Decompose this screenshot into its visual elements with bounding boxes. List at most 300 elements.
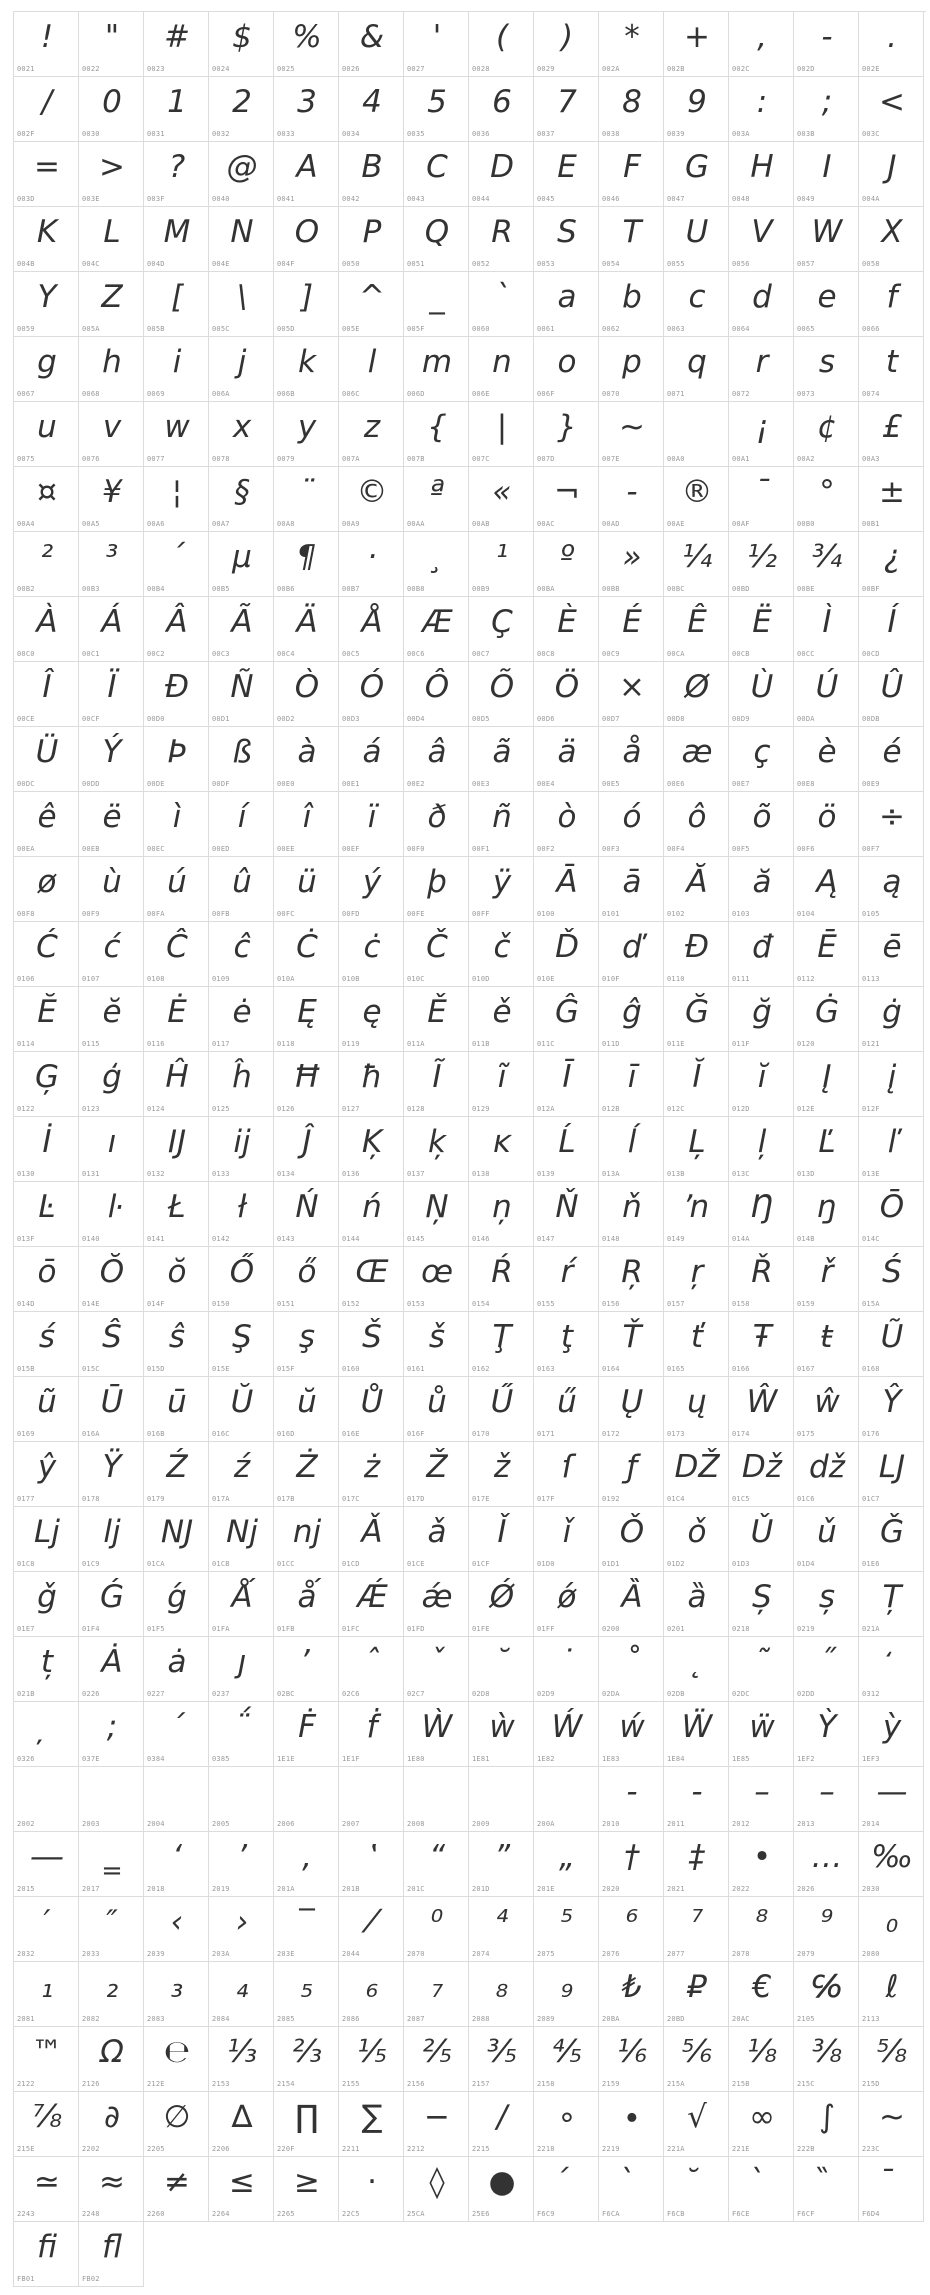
glyph-cell	[79, 402, 144, 467]
glyph-sample: Ω	[100, 2034, 124, 2070]
glyph-sample: Ź	[166, 1449, 188, 1485]
glyph-cell	[79, 1052, 144, 1117]
glyph-sample: ĸ	[493, 1124, 511, 1160]
glyph-codepoint-label: 004E	[212, 260, 230, 268]
glyph-cell	[144, 922, 209, 987]
glyph-codepoint-label: 0168	[862, 1365, 880, 1373]
glyph-codepoint-label: 221E	[732, 2145, 750, 2153]
glyph-cell	[209, 1442, 274, 1507]
glyph-codepoint-label: 005A	[82, 325, 100, 333]
glyph-cell	[664, 922, 729, 987]
glyph-codepoint-label: 015B	[17, 1365, 35, 1373]
glyph-codepoint-label: 0192	[602, 1495, 620, 1503]
glyph-cell	[859, 662, 924, 727]
glyph-codepoint-label: 002E	[862, 65, 880, 73]
glyph-cell	[209, 142, 274, 207]
glyph-sample: Ă	[686, 864, 708, 900]
glyph-sample: ˆ	[364, 1644, 380, 1680]
glyph-cell	[664, 272, 729, 337]
glyph-cell	[274, 1182, 339, 1247]
glyph-sample: Ẃ	[551, 1709, 583, 1745]
glyph-sample: Į	[822, 1059, 832, 1095]
glyph-codepoint-label: 0178	[82, 1495, 100, 1503]
glyph-sample: Ż	[296, 1449, 318, 1485]
glyph-cell	[14, 922, 79, 987]
glyph-codepoint-label: 01CD	[342, 1560, 360, 1568]
glyph-sample: D	[490, 149, 514, 185]
glyph-cell	[729, 272, 794, 337]
glyph-cell	[339, 662, 404, 727]
glyph-sample: ł	[237, 1189, 247, 1225]
glyph-sample: ;	[821, 84, 833, 120]
glyph-sample: [	[170, 279, 184, 315]
glyph-codepoint-label: 00CA	[667, 650, 685, 658]
glyph-codepoint-label: 017F	[537, 1495, 555, 1503]
glyph-sample: Ą	[816, 864, 838, 900]
glyph-sample: Z	[101, 279, 123, 315]
glyph-sample: ḟ	[366, 1709, 378, 1745]
glyph-sample: ƒ	[626, 1449, 638, 1485]
glyph-codepoint-label: 013F	[17, 1235, 35, 1243]
glyph-sample: ~	[619, 409, 645, 445]
glyph-sample: Ô	[424, 669, 450, 705]
glyph-cell	[339, 1442, 404, 1507]
glyph-codepoint-label: 2215	[472, 2145, 490, 2153]
glyph-cell	[14, 467, 79, 532]
glyph-sample	[863, 1640, 921, 1684]
glyph-cell	[209, 2157, 274, 2222]
glyph-cell	[729, 2157, 794, 2222]
glyph-cell	[14, 2092, 79, 2157]
glyph-codepoint-label: 0067	[17, 390, 35, 398]
glyph-sample: å	[622, 734, 642, 770]
glyph-cell	[339, 1377, 404, 1442]
glyph-codepoint-label: 0046	[602, 195, 620, 203]
glyph-codepoint-label: 0141	[147, 1235, 165, 1243]
glyph-cell	[664, 1832, 729, 1897]
glyph-cell	[404, 1507, 469, 1572]
glyph-sample: ―	[31, 1839, 63, 1875]
glyph-codepoint-label: 2088	[472, 2015, 490, 2023]
glyph-codepoint-label: 222B	[797, 2145, 815, 2153]
glyph-cell	[664, 532, 729, 597]
glyph-sample: ₈	[495, 1969, 509, 2005]
glyph-sample: ⅝	[876, 2034, 908, 2070]
glyph-sample: ¢	[817, 409, 837, 445]
glyph-sample: Ǔ	[750, 1514, 774, 1550]
glyph-sample: Ã	[231, 604, 253, 640]
glyph-codepoint-label: 0164	[602, 1365, 620, 1373]
glyph-codepoint-label: 00A3	[862, 455, 880, 463]
glyph-cell	[599, 792, 664, 857]
glyph-cell	[404, 272, 469, 337]
glyph-cell	[209, 1052, 274, 1117]
glyph-codepoint-label: 1E1F	[342, 1755, 360, 1763]
glyph-sample: Ġ	[814, 994, 840, 1030]
glyph-sample: ā	[622, 864, 642, 900]
glyph-codepoint-label: 013A	[602, 1170, 620, 1178]
glyph-cell	[209, 1117, 274, 1182]
glyph-cell	[14, 1637, 79, 1702]
glyph-codepoint-label: 00AE	[667, 520, 685, 528]
glyph-codepoint-label: 0030	[82, 130, 100, 138]
glyph-sample: Ì	[822, 604, 832, 640]
glyph-codepoint-label: 2012	[732, 1820, 750, 1828]
glyph-cell	[469, 272, 534, 337]
glyph-codepoint-label: 014B	[797, 1235, 815, 1243]
glyph-codepoint-label: 2113	[862, 2015, 880, 2023]
glyph-codepoint-label: 00E0	[277, 780, 295, 788]
glyph-sample: ù	[102, 864, 122, 900]
glyph-sample: ′	[43, 1904, 51, 1940]
glyph-codepoint-label: 0140	[82, 1235, 100, 1243]
glyph-codepoint-label: 200A	[537, 1820, 555, 1828]
glyph-codepoint-label: 003E	[82, 195, 100, 203]
glyph-codepoint-label: 2087	[407, 2015, 425, 2023]
glyph-sample: Ĩ	[432, 1059, 442, 1095]
glyph-cell	[274, 1442, 339, 1507]
glyph-sample: c	[688, 279, 706, 315]
glyph-cell	[274, 1572, 339, 1637]
glyph-sample: ¼	[681, 539, 713, 575]
glyph-cell	[794, 1117, 859, 1182]
glyph-codepoint-label: 0074	[862, 390, 880, 398]
glyph-codepoint-label: 00EF	[342, 845, 360, 853]
glyph-codepoint-label: 0054	[602, 260, 620, 268]
glyph-sample: Ľ	[818, 1124, 836, 1160]
glyph-codepoint-label: F6D4	[862, 2210, 880, 2218]
glyph-codepoint-label: 2075	[537, 1950, 555, 1958]
glyph-codepoint-label: 2085	[277, 2015, 295, 2023]
glyph-codepoint-label: 0045	[537, 195, 555, 203]
glyph-cell	[664, 1052, 729, 1117]
glyph-codepoint-label: 02DA	[602, 1690, 620, 1698]
glyph-cell	[79, 727, 144, 792]
glyph-sample: p	[622, 344, 642, 380]
glyph-codepoint-label: 02DD	[797, 1690, 815, 1698]
glyph-codepoint-label: 2022	[732, 1885, 750, 1893]
glyph-codepoint-label: 0384	[147, 1755, 165, 1763]
glyph-cell	[339, 402, 404, 467]
glyph-sample: ŋ	[817, 1189, 837, 1225]
glyph-codepoint-label: 1E1E	[277, 1755, 295, 1763]
glyph-codepoint-label: 0149	[667, 1235, 685, 1243]
glyph-codepoint-label: 00C5	[342, 650, 360, 658]
glyph-codepoint-label: 02D8	[472, 1690, 490, 1698]
glyph-cell	[339, 1117, 404, 1182]
glyph-sample: !	[40, 19, 54, 55]
glyph-codepoint-label: 0033	[277, 130, 295, 138]
glyph-cell	[14, 662, 79, 727]
glyph-cell	[144, 2092, 209, 2157]
glyph-sample: Ő	[229, 1254, 255, 1290]
glyph-codepoint-label: 01E6	[862, 1560, 880, 1568]
glyph-sample: ≈	[99, 2164, 125, 2200]
glyph-sample: P	[362, 214, 382, 250]
glyph-codepoint-label: 2081	[17, 2015, 35, 2023]
glyph-sample	[473, 1770, 531, 1814]
glyph-sample: ℮	[163, 2034, 191, 2070]
glyph-sample: C	[426, 149, 448, 185]
glyph-cell	[599, 662, 664, 727]
glyph-sample: ŷ	[37, 1449, 57, 1485]
glyph-cell	[79, 2092, 144, 2157]
glyph-codepoint-label: 00C8	[537, 650, 555, 658]
glyph-sample: º	[559, 539, 575, 575]
glyph-codepoint-label: 00B5	[212, 585, 230, 593]
glyph-cell	[209, 727, 274, 792]
glyph-sample: İ	[42, 1124, 52, 1160]
glyph-cell	[729, 77, 794, 142]
glyph-codepoint-label: 0036	[472, 130, 490, 138]
glyph-cell	[404, 987, 469, 1052]
glyph-codepoint-label: 0055	[667, 260, 685, 268]
glyph-cell	[794, 1377, 859, 1442]
glyph-cell	[274, 12, 339, 77]
glyph-cell	[144, 987, 209, 1052]
glyph-sample: Ō	[879, 1189, 905, 1225]
glyph-codepoint-label: 00E5	[602, 780, 620, 788]
glyph-cell	[274, 1117, 339, 1182]
glyph-cell	[664, 1572, 729, 1637]
glyph-sample: Ĕ	[37, 994, 57, 1030]
glyph-sample: x	[232, 409, 252, 445]
glyph-codepoint-label: 005D	[277, 325, 295, 333]
glyph-codepoint-label: 0073	[797, 390, 815, 398]
glyph-cell	[729, 792, 794, 857]
glyph-cell	[729, 1507, 794, 1572]
glyph-cell	[144, 402, 209, 467]
glyph-sample: /	[41, 84, 53, 120]
glyph-sample	[798, 2160, 856, 2204]
glyph-sample: ď	[622, 929, 642, 965]
glyph-codepoint-label: 00F3	[602, 845, 620, 853]
glyph-sample: (	[495, 19, 509, 55]
glyph-codepoint-label: 215C	[797, 2080, 815, 2088]
glyph-sample: N	[230, 214, 254, 250]
glyph-cell	[14, 1117, 79, 1182]
glyph-codepoint-label: 0021	[17, 65, 35, 73]
glyph-codepoint-label: 010F	[602, 975, 620, 983]
glyph-codepoint-label: 017A	[212, 1495, 230, 1503]
glyph-cell	[404, 1312, 469, 1377]
glyph-codepoint-label: 0112	[797, 975, 815, 983]
glyph-sample: À	[36, 604, 58, 640]
glyph-codepoint-label: 01F4	[82, 1625, 100, 1633]
glyph-cell	[144, 1702, 209, 1767]
glyph-sample: ĕ	[102, 994, 122, 1030]
glyph-cell	[729, 2092, 794, 2157]
glyph-sample: ŉ	[684, 1189, 710, 1225]
glyph-codepoint-label: 2013	[797, 1820, 815, 1828]
glyph-sample: Ŝ	[102, 1319, 122, 1355]
glyph-sample: »	[622, 539, 642, 575]
glyph-cell	[274, 1962, 339, 2027]
glyph-sample: Ǉ	[878, 1449, 906, 1485]
glyph-codepoint-label: 003C	[862, 130, 880, 138]
glyph-codepoint-label: 0062	[602, 325, 620, 333]
glyph-cell	[339, 922, 404, 987]
glyph-sample: è	[817, 734, 837, 770]
glyph-sample: …	[811, 1839, 843, 1875]
glyph-cell	[859, 2027, 924, 2092]
glyph-codepoint-label: 0056	[732, 260, 750, 268]
glyph-cell	[144, 207, 209, 272]
glyph-codepoint-label: F6C9	[537, 2210, 555, 2218]
glyph-cell	[144, 1832, 209, 1897]
glyph-codepoint-label: 0219	[797, 1625, 815, 1633]
glyph-cell	[274, 1247, 339, 1312]
glyph-sample: Ĥ	[165, 1059, 189, 1095]
glyph-codepoint-label: 017B	[277, 1495, 295, 1503]
glyph-cell	[859, 1637, 924, 1702]
glyph-sample: ð	[427, 799, 447, 835]
glyph-codepoint-label: 010A	[277, 975, 295, 983]
glyph-codepoint-label: 0043	[407, 195, 425, 203]
glyph-cell	[79, 1897, 144, 1962]
glyph-cell	[404, 532, 469, 597]
glyph-codepoint-label: 2158	[537, 2080, 555, 2088]
glyph-sample: à	[297, 734, 317, 770]
glyph-cell	[404, 727, 469, 792]
glyph-codepoint-label: 0026	[342, 65, 360, 73]
glyph-sample: ǐ	[562, 1514, 572, 1550]
glyph-cell	[534, 1247, 599, 1312]
glyph-cell	[729, 1312, 794, 1377]
glyph-cell	[144, 597, 209, 662]
glyph-cell	[534, 2157, 599, 2222]
glyph-codepoint-label: 2021	[667, 1885, 685, 1893]
glyph-sample: Ẁ	[421, 1709, 453, 1745]
glyph-codepoint-label: 00C1	[82, 650, 100, 658]
glyph-cell	[664, 662, 729, 727]
glyph-sample: ĺ	[627, 1124, 637, 1160]
glyph-sample: i	[172, 344, 182, 380]
glyph-codepoint-label: 0032	[212, 130, 230, 138]
glyph-cell	[469, 987, 534, 1052]
glyph-sample: ŵ	[814, 1384, 840, 1420]
glyph-sample: Õ	[489, 669, 515, 705]
glyph-cell	[274, 337, 339, 402]
glyph-sample: 8	[622, 84, 642, 120]
glyph-cell	[339, 2092, 404, 2157]
glyph-codepoint-label: 2010	[602, 1820, 620, 1828]
glyph-cell	[794, 987, 859, 1052]
glyph-sample: ≃	[34, 2164, 60, 2200]
glyph-cell	[664, 1962, 729, 2027]
glyph-sample: ĝ	[622, 994, 642, 1030]
glyph-cell	[209, 2027, 274, 2092]
glyph-codepoint-label: 011A	[407, 1040, 425, 1048]
glyph-sample: ñ	[492, 799, 512, 835]
glyph-sample: ș	[818, 1579, 836, 1615]
glyph-sample: ē	[882, 929, 902, 965]
glyph-codepoint-label: 00B6	[277, 585, 295, 593]
glyph-codepoint-label: 0120	[797, 1040, 815, 1048]
glyph-sample: ʼ	[302, 1644, 312, 1680]
glyph-sample: ‗	[104, 1839, 120, 1875]
glyph-sample: ė	[232, 994, 252, 1030]
glyph-codepoint-label: 0151	[277, 1300, 295, 1308]
glyph-sample	[408, 1770, 466, 1814]
glyph-sample: ü	[297, 864, 317, 900]
glyph-sample: d	[752, 279, 772, 315]
glyph-cell	[274, 1377, 339, 1442]
glyph-codepoint-label: 215E	[17, 2145, 35, 2153]
glyph-codepoint-label: 00AF	[732, 520, 750, 528]
glyph-sample: S	[557, 214, 577, 250]
glyph-codepoint-label: 2264	[212, 2210, 230, 2218]
glyph-codepoint-label: 215D	[862, 2080, 880, 2088]
glyph-cell	[274, 207, 339, 272]
glyph-sample: ¿	[883, 539, 901, 575]
glyph-codepoint-label: 0153	[407, 1300, 425, 1308]
glyph-cell	[729, 1637, 794, 1702]
glyph-cell	[534, 272, 599, 337]
glyph-cell	[469, 142, 534, 207]
glyph-codepoint-label: 0165	[667, 1365, 685, 1373]
glyph-codepoint-label: 201E	[537, 1885, 555, 1893]
glyph-cell	[859, 1117, 924, 1182]
glyph-codepoint-label: 002F	[17, 130, 35, 138]
glyph-sample: –	[754, 1774, 770, 1810]
glyph-codepoint-label: 01F5	[147, 1625, 165, 1633]
glyph-codepoint-label: 201D	[472, 1885, 490, 1893]
glyph-cell	[144, 272, 209, 337]
glyph-cell	[79, 207, 144, 272]
glyph-sample: ◊	[429, 2164, 445, 2200]
glyph-codepoint-label: 0035	[407, 130, 425, 138]
glyph-codepoint-label: 00E9	[862, 780, 880, 788]
glyph-cell	[729, 1247, 794, 1312]
glyph-codepoint-label: 00E4	[537, 780, 555, 788]
glyph-codepoint-label: 0156	[602, 1300, 620, 1308]
glyph-cell	[144, 1117, 209, 1182]
glyph-cell	[534, 1702, 599, 1767]
glyph-codepoint-label: 0133	[212, 1170, 230, 1178]
glyph-codepoint-label: 0155	[537, 1300, 555, 1308]
glyph-codepoint-label: 2080	[862, 1950, 880, 1958]
glyph-cell	[404, 1572, 469, 1637]
glyph-sample: ø	[37, 864, 57, 900]
glyph-sample: Ǐ	[497, 1514, 507, 1550]
glyph-codepoint-label: 0076	[82, 455, 100, 463]
glyph-sample: ū	[167, 1384, 187, 1420]
glyph-cell	[794, 402, 859, 467]
glyph-codepoint-label: 2086	[342, 2015, 360, 2023]
glyph-codepoint-label: 2076	[602, 1950, 620, 1958]
glyph-sample: ó	[622, 799, 642, 835]
glyph-codepoint-label: 0034	[342, 130, 360, 138]
glyph-sample: ⋅	[367, 2164, 377, 2200]
glyph-codepoint-label: 012D	[732, 1105, 750, 1113]
glyph-sample: ǽ	[421, 1579, 453, 1615]
glyph-codepoint-label: 015C	[82, 1365, 100, 1373]
glyph-cell	[664, 727, 729, 792]
glyph-codepoint-label: 1EF3	[862, 1755, 880, 1763]
glyph-sample: Ū	[100, 1384, 124, 1420]
glyph-cell	[794, 792, 859, 857]
glyph-codepoint-label: 2044	[342, 1950, 360, 1958]
glyph-cell	[794, 1507, 859, 1572]
glyph-codepoint-label: 0049	[797, 195, 815, 203]
glyph-sample: ∙	[622, 2099, 642, 2135]
glyph-codepoint-label: 2153	[212, 2080, 230, 2088]
glyph-sample: Ğ	[684, 994, 710, 1030]
glyph-cell	[794, 662, 859, 727]
glyph-sample: ₉	[560, 1969, 574, 2005]
glyph-sample	[278, 1770, 336, 1814]
